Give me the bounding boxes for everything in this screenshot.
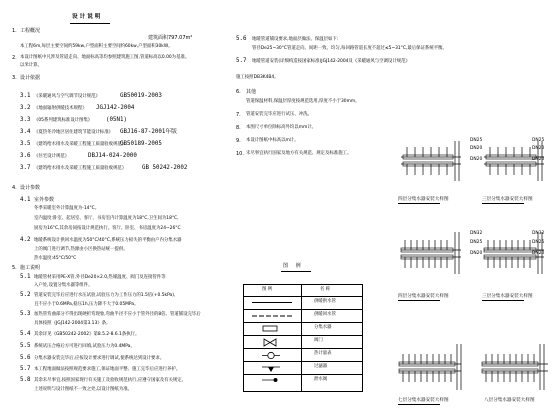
pipe-label: DN20 [470,251,483,256]
std-num: 3.1 [20,93,31,99]
drain-valve-icon [262,377,280,386]
caption-underline [398,300,440,301]
page-title: 设计说明 [72,14,103,20]
diagram-caption: 八层分集水器安装大样图 [484,398,535,403]
legend-name: 分集水器 [314,325,332,330]
section-1-head: 工程概况 [20,28,41,34]
right-6-head: 其他 [246,89,257,95]
std-code: GB50019-2003 [120,93,162,99]
legend-row-rule [243,348,362,349]
legend-row-rule [243,374,362,375]
legend-frame [243,284,363,392]
section-41-line3: 厨房为16°C,其余房间按设计规范执行。客厅、卧室、书房温度为24~26°C [34,226,181,231]
legend-title: 图 例 [283,263,304,269]
right-10-num: 10. [236,151,244,157]
legend-header-name: 名 称 [320,287,331,292]
right-8-num: 8. [236,125,241,131]
right-8-line1: 本图尺寸单位除标高外均以mm计。 [246,125,317,130]
section-53-num: 5.3 [20,311,31,317]
pipe-label: DN25 [470,138,483,143]
right-56-line1: 地暖管道铺设要求,地面层做法、保温层如下: [252,37,339,42]
legend-header-symbol: 图 例 [262,287,273,292]
std-title: 《建筑给水排水及采暖工程施工质量验收规范》 [34,166,127,171]
section-57-line1: 本工程地面做法按照规范要求施工,保证地面平整、施工完毕后应进行养护。 [34,367,181,372]
right-57-line1: 地暖管道安装(详细构造按国家标准)JGJ142-2004及《采暖通风与空调设计规范》 [252,59,410,64]
std-num: 3.7 [20,165,31,171]
std-title: 《地面辐射供暖技术规程》 [34,106,87,111]
right-10-line1: 未尽事宜执行国家及地方有关规范、规定及标准施工。 [246,151,352,156]
legend-title-underline [281,271,311,272]
manifold-box-icon [262,325,280,333]
section-54-num: 5.4 [20,331,31,337]
section-4-num: 4. [12,185,17,191]
std-code: DBJ14-024-2000 [88,153,137,159]
section-1-body: 本工程6m,每层主要空间约59kw,户型面积主要空间约60kw,户型面积30kW。 [20,44,173,49]
section-3-num: 3. [12,75,17,81]
std-code: (05N1) [106,117,127,123]
legend-row-rule [243,309,362,310]
std-code: GBJ16-87-2001年版 [120,129,177,135]
section-42-line1: 地暖系统设计供回水温度为50°C/40°C,系统压力损失的平衡由户内分集水器 [34,238,182,243]
diagram-caption: 四层分集水器安装大样图 [398,197,449,202]
std-num: 3.5 [20,141,31,147]
std-num: 3.4 [20,129,31,135]
section-42-line2: 上的阀门进行调节,热源由小区换热站统一提供。 [34,247,128,252]
return-pipe-symbol [252,314,292,318]
section-2-num: 2. [12,55,17,61]
supply-pipe-symbol [252,302,292,303]
section-41-head: 室外参数 [34,197,55,203]
section-3-head: 设计依据 [20,75,41,81]
legend-name: 供暖回水管 [314,312,336,317]
pipe-label: DN25 [532,240,545,245]
section-41-num: 4.1 [20,197,31,203]
section-5-num: 5. [12,265,17,271]
pipe-label: DN25 [470,240,483,245]
std-title: 《住宅设计规范》 [34,154,70,159]
right-56-line2: 管径De25~30°C管道走向、间距一致、均匀,每回路管道长度不超过≤5~31°C,最后保证系统平衡。 [252,46,447,51]
right-9-num: 9. [236,138,241,144]
caption-underline [482,203,524,204]
section-51-num: 5.1 [20,274,31,280]
pipe-label: DN20 [532,157,545,162]
section-2-body2: 以米计算。 [20,63,42,68]
section-42-line3: 热水温度:45°C/50°C [34,256,77,261]
section-52-line1: 管道安装完毕后应进行水压试验,试验压力为工作压力的1.5倍(+0.5kPa), [34,293,176,298]
section-55-num: 5.5 [20,343,31,349]
diagram-caption: 四层分集水器安装大样图 [398,294,449,299]
right-7-num: 7. [236,112,241,118]
std-code: GB50189-2005 [120,141,162,147]
legend-name: 泄水阀 [314,377,328,382]
right-57-line2: 施工按照DB3K4B4。 [236,75,279,80]
std-code: GB 50242-2002 [142,165,188,171]
pipe-label: DN20 [470,157,483,162]
std-num: 3.2 [20,105,31,111]
section-53-line2: 具体按照《JGJ142-2004第3.13》条。 [34,321,111,326]
std-code: JGJ142-2004 [96,105,135,111]
manifold-diagram [395,220,467,280]
section-52-num: 5.2 [20,292,31,298]
legend-name: 阀门 [314,338,323,343]
legend-name: 过滤器 [314,364,328,369]
legend-header-rule [243,296,362,297]
pipe-label: DN32 [470,231,483,236]
legend-row-rule [243,361,362,362]
manifold-diagram [395,334,467,394]
section-5-head: 施工说明 [20,265,41,271]
section-58-num: 5.8 [20,377,31,383]
right-57-num: 5.7 [236,58,247,64]
std-title: 《采暖通风与空气调节设计规范》 [34,94,100,99]
section-41-line2: 室内温度:卧室、起居室、客厅、书房室内计算温度为18°C,卫生间为18°C, [34,216,179,221]
meter-icon [262,351,280,360]
std-title: 《夏热冬冷地区居住建筑节能设计标准》 [34,130,114,135]
caption-underline [398,203,440,204]
section-51-line2: 入户处,设置分集水器等组件。 [34,283,93,288]
section-55-line1: 系统试压合格后方可进行回填,试验压力为0.4MPa。 [34,344,135,349]
legend-row-rule [243,335,362,336]
legend-col-divider [301,284,302,391]
diagram-caption: 三层分集水器安装大样图 [482,197,533,202]
section-54-line1: 其余详见《GB50242-2002》第8.5.2-8.6.1条执行。 [34,332,140,337]
std-title: 《05系列建筑标准设计图集》 [34,118,93,123]
pipe-label: DN20 [470,146,483,151]
section-58-line1: 其余未尽事宜,按照国家现行有关施工及验收规范执行,应遵守国家及有关规定。 [34,378,187,383]
valve-icon [262,338,280,347]
pipe-label: DN20 [532,146,545,151]
section-41-line1: 冬季采暖室外计算温度为-14°C。 [34,206,100,211]
std-num: 3.3 [20,117,31,123]
manifold-diagram [478,220,550,280]
diagram-caption: 七层分集水器安装大样图 [398,398,449,403]
legend-name: 热计量表 [314,351,332,356]
section-58-line2: 上述说明与设计图纸不一致之处,以设计图纸为准。 [34,387,132,392]
legend-name: 供暖供水管 [314,299,336,304]
right-56-num: 5.6 [236,36,247,42]
section-1-num: 1. [12,28,17,34]
section-42-num: 4.2 [20,237,31,243]
section-56-num: 5.6 [20,355,31,361]
pipe-label: DN20 [532,251,545,256]
right-6-num: 6. [236,89,241,95]
diagram-caption: 三层分集水器安装大样图 [482,294,533,299]
std-num: 3.6 [20,153,31,159]
right-9-line1: 本设计图纸中标高以m计。 [246,138,299,143]
caption-underline [398,404,440,405]
section-52-line2: 且不应小于0.6MPa,稳压1h,压力降不大于0.05MPa。 [34,302,139,307]
caption-underline [482,300,524,301]
pipe-label: DN32 [532,231,545,236]
std-title: 《建筑给水排水及采暖工程施工质量验收规范》 [34,142,127,147]
manifold-diagram [395,127,467,187]
right-6-line1: 管道保温材料,保温层厚度按规范选用,厚度不小于30mm。 [246,99,360,104]
filter-icon [262,364,280,373]
right-7-line1: 管道安装完毕应进行试压、冲洗。 [246,112,312,117]
section-57-num: 5.7 [20,366,31,372]
section-51-line1: 地暖管材采用PE-X管,外径De20×2.0,热媒温度、阀门及连接管件等 [34,275,166,280]
pipe-label: DN25 [532,138,545,143]
section-53-line1: 加热管弯曲部分不得出现硬折弯现象,弯曲半径不应小于管外径的8倍。管道铺设完毕后 [34,312,201,317]
area-line: 建筑面积797.07m² [148,35,193,41]
section-2-body: 本设计图纸中凡涉及管道走向、地面标高等均参照建筑施工图,管道标高以0.00为基准。 [20,55,190,60]
title-underline [70,23,110,24]
section-4-head: 设计参数 [20,185,41,191]
section-56-line1: 分集水器安装完毕后,应按设计要求进行调试,使系统达到设计要求。 [34,356,165,361]
legend-row-rule [243,322,362,323]
manifold-diagram [478,334,554,394]
